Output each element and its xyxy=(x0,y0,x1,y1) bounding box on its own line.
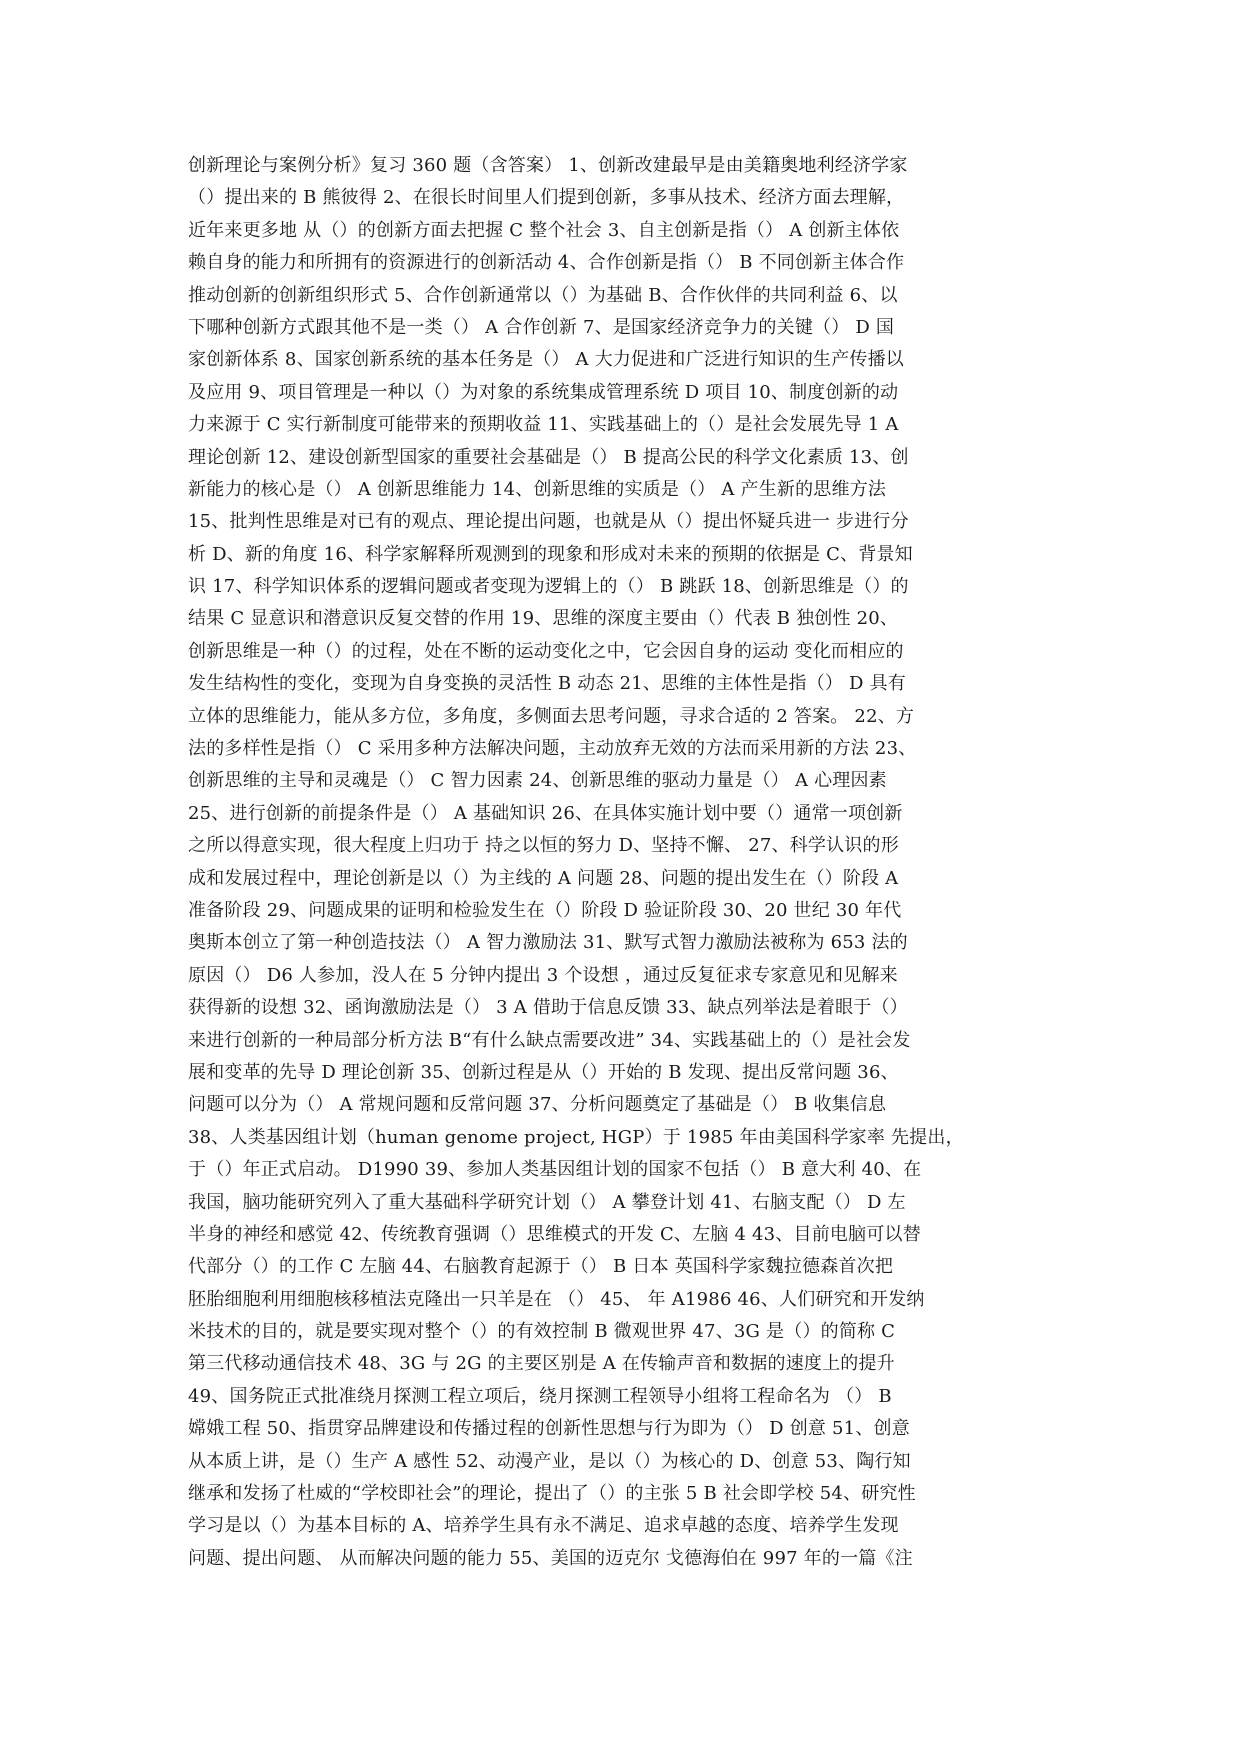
text-line: 下哪种创新方式跟其他不是一类（） A 合作创新 7、是国家经济竞争力的关键（） D 国 xyxy=(188,316,895,338)
text-line: 学习是以（）为基本目标的 A、培养学生具有永不满足、追求卓越的态度、培养学生发现 xyxy=(188,1515,899,1537)
text-line: 析 D、新的角度 16、科学家解释所观测到的现象和形成对未来的预期的依据是 C、背景知 xyxy=(188,543,913,565)
text-line: 于（）年正式启动。 D1990 39、参加人类基因组计划的国家不包括（） B 意大利 40、在 xyxy=(188,1159,922,1181)
text-line: 立体的思维能力，能从多方位，多角度，多侧面去思考问题，寻求合适的 2 答案。 22、方 xyxy=(188,705,915,727)
text-line: 25、进行创新的前提条件是（） A 基础知识 26、在具体实施计划中要（）通常一项创新 xyxy=(188,802,903,824)
text-line: 49、国务院正式批准绕月探测工程立项后，绕月探测工程领导小组将工程命名为 （） B xyxy=(188,1385,892,1407)
text-line: 及应用 9、项目管理是一种以（）为对象的系统集成管理系统 D 项目 10、制度创新的动 xyxy=(188,381,899,403)
text-line: 代部分（）的工作 C 左脑 44、右脑教育起源于（） B 日本 英国科学家魏拉德森首次把 xyxy=(188,1256,894,1278)
text-line: 米技术的目的，就是要实现对整个（）的有效控制 B 微观世界 47、3G 是（）的简称 C xyxy=(188,1321,896,1343)
text-line: 创新思维的主导和灵魂是（） C 智力因素 24、创新思维的驱动力量是（） A 心理因素 xyxy=(188,770,887,792)
text-line: 力来源于 C 实行新制度可能带来的预期收益 11、实践基础上的（）是社会发展先导 1 A xyxy=(188,414,899,436)
text-line: 原因（） D6 人参加，没人在 5 分钟内提出 3 个设想 ，通过反复征求专家意见和见解来 xyxy=(188,964,898,986)
text-line: 问题、提出问题、 从而解决问题的能力 55、美国的迈克尔 戈德海伯在 997 年的一篇《注 xyxy=(188,1547,913,1569)
text-line: 赖自身的能力和所拥有的资源进行的创新活动 4、合作创新是指（） B 不同创新主体合作 xyxy=(188,252,905,274)
text-line: 获得新的设想 32、函询激励法是（） 3 A 借助于信息反馈 33、缺点列举法是着眼于（） xyxy=(188,997,908,1019)
text-line: 来进行创新的一种局部分析方法 B“有什么缺点需要改进” 34、实践基础上的（）是社会发 xyxy=(188,1029,911,1051)
text-line: 推动创新的创新组织形式 5、合作创新通常以（）为基础 B、合作伙伴的共同利益 6、以 xyxy=(188,284,898,306)
text-line: 嫦娥工程 50、指贯穿品牌建设和传播过程的创新性思想与行为即为（） D 创意 51、创意 xyxy=(188,1418,910,1440)
document-body xyxy=(188,150,1062,1575)
text-line: 15、批判性思维是对已有的观点、理论提出问题，也就是从（）提出怀疑兵进一 步进行分 xyxy=(188,511,909,533)
text-line: 展和变革的先导 D 理论创新 35、创新过程是从（）开始的 B 发现、提出反常问题 36、 xyxy=(188,1061,899,1083)
text-line: 识 17、科学知识体系的逻辑问题或者变现为逻辑上的（） B 跳跃 18、创新思维是（）的 xyxy=(188,576,909,598)
text-line: 38、人类基因组计划（human genome project, HGP）于 1985 年由美国科学家率 先提出， xyxy=(188,1126,964,1148)
text-line: 发生结构性的变化，变现为自身变换的灵活性 B 动态 21、思维的主体性是指（） D 具有 xyxy=(188,673,906,695)
text-line: 之所以得意实现，很大程度上归功于 持之以恒的努力 D、坚持不懈、 27、科学认识的形 xyxy=(188,835,899,857)
text-line: 半身的神经和感觉 42、传统教育强调（）思维模式的开发 C、左脑 4 43、目前电脑可以替 xyxy=(188,1223,921,1245)
text-line: 创新理论与案例分析》复习 360 题（含答案） 1、创新改建最早是由美籍奥地利经济学家 xyxy=(188,155,908,176)
text-line: 准备阶段 29、问题成果的证明和检验发生在（）阶段 D 验证阶段 30、20 世纪 30 年代 xyxy=(188,899,902,921)
text-line: 问题可以分为（） A 常规问题和反常问题 37、分析问题奠定了基础是（） B 收集信息 xyxy=(188,1094,887,1116)
text-line: 新能力的核心是（） A 创新思维能力 14、创新思维的实质是（） A 产生新的思维方法 xyxy=(188,478,887,500)
text-line: 奥斯本创立了第一种创造技法（） A 智力激励法 31、默写式智力激励法被称为 653 法的 xyxy=(188,932,908,954)
text-line: 创新思维是一种（）的过程，处在不断的运动变化之中，它会因自身的运动 变化而相应的 xyxy=(188,640,904,662)
text-line: 我国，脑功能研究列入了重大基础科学研究计划（） A 攀登计划 41、右脑支配（） D 左 xyxy=(188,1191,906,1213)
text-line: 胚胎细胞利用细胞核移植法克隆出一只羊是在 （） 45、 年 A1986 46、人们研究和开发纳 xyxy=(188,1288,925,1310)
text-line: 从本质上讲，是（）生产 A 感性 52、动漫产业，是以（）为核心的 D、创意 53、陶行知 xyxy=(188,1450,911,1472)
text-line: 继承和发扬了杜威的“学校即社会”的理论，提出了（）的主张 5 B 社会即学校 54、研究性 xyxy=(188,1483,916,1505)
text-line: 成和发展过程中，理论创新是以（）为主线的 A 问题 28、问题的提出发生在（）阶段 A xyxy=(188,867,899,889)
text-line: （）提出来的 B 熊彼得 2、在很长时间里人们提到创新，多事从技术、经济方面去理解， xyxy=(188,187,905,209)
text-line: 理论创新 12、建设创新型国家的重要社会基础是（） B 提高公民的科学文化素质 13、创 xyxy=(188,446,909,468)
text-line: 结果 C 显意识和潜意识反复交替的作用 19、思维的深度主要由（）代表 B 独创性 20、 xyxy=(188,608,899,630)
text-line: 法的多样性是指（） C 采用多种方法解决问题，主动放弃无效的方法而采用新的方法 23、 xyxy=(188,738,917,760)
text-line: 家创新体系 8、国家创新系统的基本任务是（） A 大力促进和广泛进行知识的生产传播以 xyxy=(188,349,905,371)
text-line: 近年来更多地 从（）的创新方面去把握 C 整个社会 3、自主创新是指（） A 创新主体依 xyxy=(188,219,900,241)
text-line: 第三代移动通信技术 48、3G 与 2G 的主要区别是 A 在传输声音和数据的速度上的提升 xyxy=(188,1353,895,1375)
